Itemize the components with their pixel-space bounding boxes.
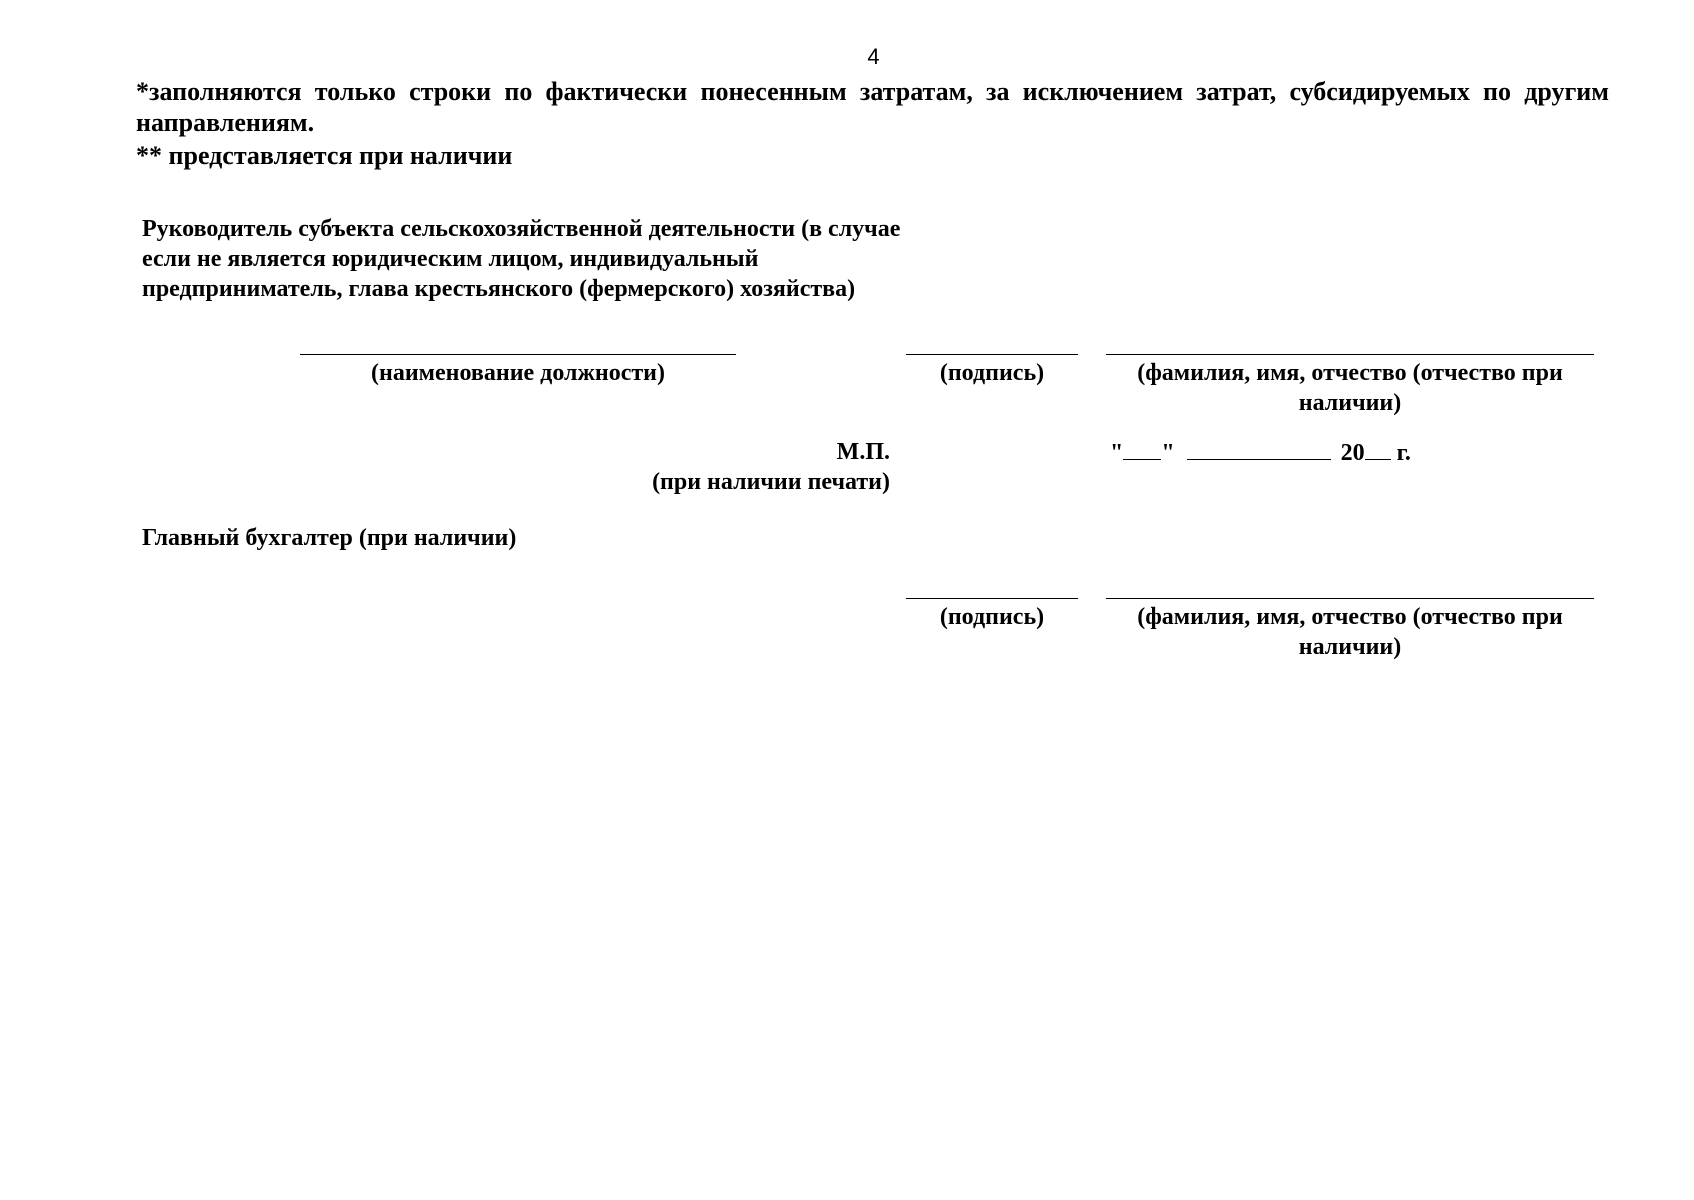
page-number: 4 [867, 44, 880, 69]
stamp-caption: (при наличии печати) [652, 469, 890, 495]
date-quote-open: " [1110, 440, 1124, 466]
footnote-availability: ** представляется при наличии [136, 141, 513, 170]
year-suffix: г. [1396, 440, 1411, 466]
chief-name-line[interactable] [1106, 598, 1594, 599]
name-caption: (фамилия, имя, отчество (отчество при наличии) [1137, 360, 1563, 416]
position-line[interactable] [300, 354, 736, 355]
date-quote-close: " [1161, 440, 1175, 466]
day-blank[interactable] [1123, 437, 1161, 460]
head-title: Руководитель субъекта сельскохозяйственной деятельности (в случае если не является юридическим лицом, индивидуальный предприниматель, глава крестьянского (фермерского) хозяйства) [142, 216, 901, 302]
chief-name-caption: (фамилия, имя, отчество (отчество при наличии) [1137, 604, 1563, 660]
chief-accountant-title: Главный бухгалтер (при наличии) [142, 525, 517, 551]
chief-signature-line[interactable] [906, 598, 1078, 599]
signature-line[interactable] [906, 354, 1078, 355]
signature-caption: (подпись) [939, 360, 1045, 386]
month-blank[interactable] [1187, 437, 1331, 460]
stamp-block [640, 437, 890, 497]
date-field [1110, 437, 1411, 468]
position-caption: (наименование должности) [371, 360, 665, 386]
footnote-expenses: *заполняются только строки по фактически понесенным затратам, за исключением затрат, субсидируемых по другим направлениям. [136, 77, 1609, 137]
name-line[interactable] [1106, 354, 1594, 355]
stamp-label: М.П. [836, 439, 890, 465]
year-prefix: 20 [1340, 440, 1365, 466]
year-blank[interactable] [1365, 437, 1391, 460]
chief-signature-caption: (подпись) [939, 604, 1045, 630]
